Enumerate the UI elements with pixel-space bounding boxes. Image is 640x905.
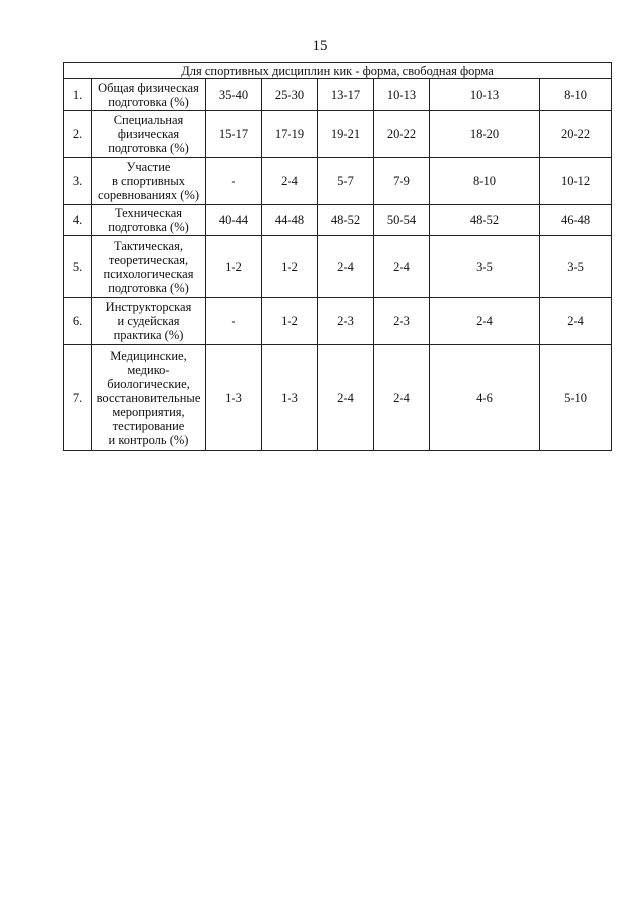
row-label [92,111,206,158]
table-caption: Для спортивных дисциплин кик - форма, свободная форма [64,63,612,79]
value-cell: 20-22 [540,111,612,158]
value-cell: 2-4 [374,345,430,451]
value-cell: 8-10 [540,79,612,111]
value-cell: 48-52 [430,205,540,236]
value-cell: 15-17 [206,111,262,158]
value-cell: 8-10 [430,158,540,205]
value-cell: 2-3 [318,298,374,345]
value-cell: 40-44 [206,205,262,236]
row-number: 2. [64,111,92,158]
value-cell: 44-48 [262,205,318,236]
value-cell: 5-7 [318,158,374,205]
table-row [64,298,612,345]
value-cell: 2-3 [374,298,430,345]
row-number: 6. [64,298,92,345]
value-cell: 50-54 [374,205,430,236]
value-cell: 2-4 [318,236,374,298]
row-label-line: соревнованиях (%) [98,188,199,202]
row-label-line: в спортивных [112,174,185,188]
row-label-line: восстановительные [96,390,201,405]
table-row [64,205,612,236]
row-label-line: психологическая [103,266,194,281]
training-plan-table [63,62,612,451]
value-cell: 13-17 [318,79,374,111]
table-row [64,345,612,451]
row-label-line: и судейская [117,314,180,328]
value-cell: 2-4 [374,236,430,298]
value-cell: 19-21 [318,111,374,158]
row-label-line: подготовка (%) [108,141,189,155]
row-label [92,345,206,451]
row-label-line: подготовка (%) [108,94,189,109]
value-cell: 3-5 [430,236,540,298]
row-label-line: Техническая [114,206,183,220]
row-label-line: подготовка (%) [108,280,189,295]
row-label [92,205,206,236]
value-cell: 2-4 [430,298,540,345]
value-cell: 1-2 [262,236,318,298]
row-label-line: Тактическая, [114,238,183,253]
row-label-line: теоретическая, [108,252,189,267]
row-label [92,79,206,111]
value-cell: 17-19 [262,111,318,158]
value-cell: 35-40 [206,79,262,111]
value-cell: 2-4 [262,158,318,205]
row-label-line: и контроль (%) [108,432,189,447]
value-cell: - [206,158,262,205]
row-label-line: подготовка (%) [108,220,189,234]
row-label-line: медико- [127,362,170,377]
table-row [64,236,612,298]
row-label-line: Специальная [113,113,184,127]
row-label [92,236,206,298]
table-row [64,111,612,158]
value-cell: 3-5 [540,236,612,298]
row-label-line: биологические, [107,376,190,391]
value-cell: 25-30 [262,79,318,111]
row-number: 1. [64,79,92,111]
row-label-line: Общая физическая [98,80,199,95]
row-label-line: практика (%) [113,328,184,342]
value-cell: 10-13 [430,79,540,111]
value-cell: 20-22 [374,111,430,158]
row-label-line: Инструкторская [105,300,192,314]
row-label-line: Медицинские, [110,348,187,363]
row-number: 3. [64,158,92,205]
value-cell: 1-3 [262,345,318,451]
table-row [64,158,612,205]
row-number: 4. [64,205,92,236]
row-label-line: мероприятия, [112,404,185,419]
value-cell: 2-4 [318,345,374,451]
value-cell: 18-20 [430,111,540,158]
value-cell: 1-2 [206,236,262,298]
value-cell: 5-10 [540,345,612,451]
row-label [92,298,206,345]
value-cell: 1-3 [206,345,262,451]
row-number: 7. [64,345,92,451]
row-label-line: физическая [117,127,180,141]
table-row [64,79,612,111]
row-number: 5. [64,236,92,298]
value-cell: 4-6 [430,345,540,451]
row-label [92,158,206,205]
row-label-line: Участие [126,160,171,174]
row-label-line: тестирование [112,418,185,433]
page-number: 15 [312,38,328,54]
value-cell: 1-2 [262,298,318,345]
value-cell: 10-12 [540,158,612,205]
value-cell: 2-4 [540,298,612,345]
value-cell: 48-52 [318,205,374,236]
value-cell: 7-9 [374,158,430,205]
value-cell: - [206,298,262,345]
value-cell: 46-48 [540,205,612,236]
value-cell: 10-13 [374,79,430,111]
